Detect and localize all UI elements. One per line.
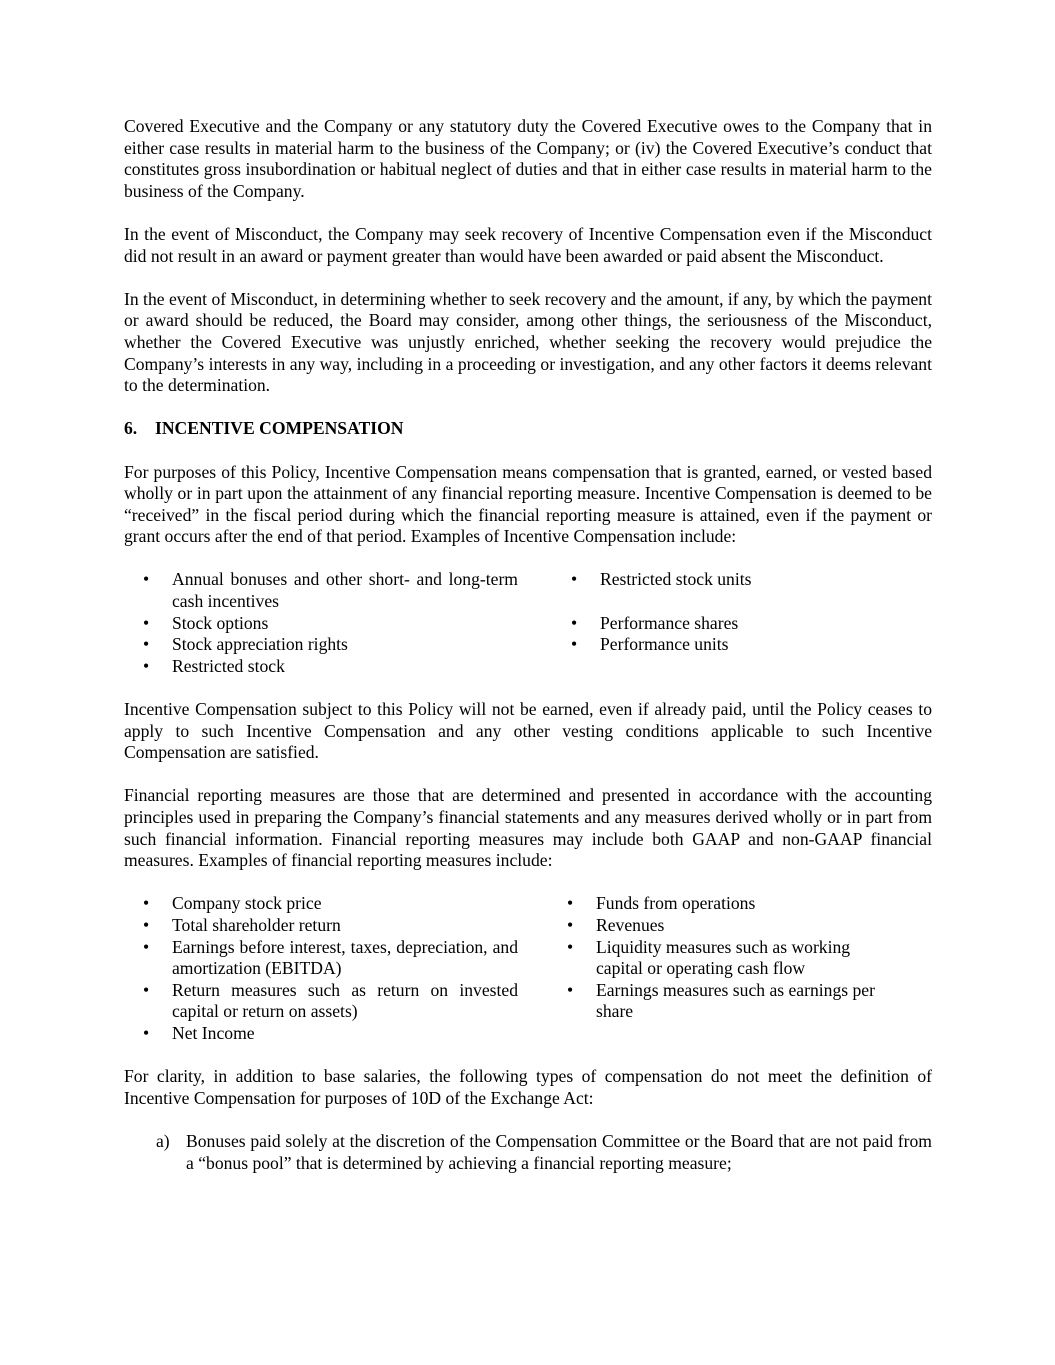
- bullet-icon: •: [571, 612, 578, 633]
- bullet-icon: •: [143, 655, 150, 676]
- document-page: [124, 116, 932, 1174]
- section-title: INCENTIVE COMPENSATION: [155, 418, 404, 439]
- paragraph-misconduct-factors: In the event of Misconduct, in determining whether to seek recovery and the amount, if any, by which the payment or award should be reduced, the Board may consider, among other things, the seriousness of the Misconduct, whether the Covered Executive was unjustly enriched, whether seeking the recovery would prejudice the Company’s interests in any way, including in a proceeding or investigation, and any other factors it deems relevant to the determination.: [124, 288, 932, 396]
- list-item: • Performance units: [571, 634, 729, 655]
- paragraph-incentive-earning: Incentive Compensation subject to this Policy will not be earned, even if already paid, until the Policy ceases to apply to such Incentive Compensation and any other vesting conditions applicable to such Incentive Compensation are satisfied.: [124, 699, 932, 763]
- paragraph-exclusions-intro: For clarity, in addition to base salaries, the following types of compensation do not meet the definition of Incentive Compensation for purposes of 10D of the Exchange Act:: [124, 1066, 932, 1108]
- measure-examples-right-column: [548, 893, 932, 1044]
- paragraph-misconduct-definition-end: Covered Executive and the Company or any statutory duty the Covered Executive owes to the Company that in either case results in material harm to the business of the Company; or (iv) the Covered Executive’s conduct that constitutes gross insubordination or habitual neglect of duties and that in either case results in material harm to the business of the Company.: [124, 116, 932, 201]
- list-item: • Restricted stock: [143, 655, 285, 676]
- incentive-examples-list: [124, 569, 932, 677]
- list-item: • Stock appreciation rights: [143, 634, 348, 655]
- incentive-examples-left-column: [124, 569, 518, 677]
- list-item: • Annual bonuses and other short- and long-term cash incentives: [143, 569, 518, 612]
- bullet-icon: •: [143, 634, 150, 655]
- list-item: • Return measures such as return on invested capital or return on assets): [143, 979, 518, 1022]
- bullet-icon: •: [571, 634, 578, 655]
- bullet-icon: •: [567, 936, 574, 957]
- list-item: • Earnings before interest, taxes, depreciation, and amortization (EBITDA): [143, 936, 518, 979]
- measure-examples-left-column: [124, 893, 518, 1044]
- list-item: • Company stock price: [143, 893, 322, 914]
- paragraph-incentive-definition: For purposes of this Policy, Incentive Compensation means compensation that is granted, earned, or vested based wholly or in part upon the attainment of any financial reporting measure. Incentive Compensation is deemed to be “received” in the fiscal period during which the financial reporting measure is attained, even if the payment or grant occurs after the end of that period. Examples of Incentive Compensation include:: [124, 461, 932, 547]
- paragraph-financial-measures: Financial reporting measures are those that are determined and presented in accordance with the accounting principles used in preparing the Company’s financial statements and any measures derived wholly or in part from such financial information. Financial reporting measures may include both GAAP and non-GAAP financial measures. Examples of financial reporting measures include:: [124, 785, 932, 871]
- bullet-icon: •: [143, 936, 150, 957]
- list-item: • Restricted stock units: [571, 569, 752, 590]
- measure-examples-list: [124, 893, 932, 1044]
- exclusion-text: Bonuses paid solely at the discretion of the Compensation Committee or the Board that are not paid from a “bonus pool” that is determined by achieving a financial reporting measure;: [186, 1130, 932, 1173]
- list-item: • Funds from operations: [567, 893, 756, 914]
- list-item: • Earnings measures such as earnings per share: [567, 979, 875, 1022]
- bullet-icon: •: [143, 1022, 150, 1043]
- section-number: 6.: [124, 418, 138, 439]
- exclusion-item-a: [124, 1131, 932, 1174]
- list-item: • Liquidity measures such as working capital or operating cash flow: [567, 936, 851, 979]
- list-item: • Revenues: [567, 914, 665, 935]
- bullet-icon: •: [567, 914, 574, 935]
- list-item: • Total shareholder return: [143, 914, 341, 935]
- bullet-icon: •: [571, 569, 578, 590]
- incentive-examples-right-column: [552, 569, 932, 677]
- list-item: • Stock options: [143, 612, 269, 633]
- list-item: • Performance shares: [571, 612, 739, 633]
- exclusion-label: a): [156, 1130, 170, 1151]
- bullet-icon: •: [143, 569, 150, 590]
- list-spacer: [552, 591, 932, 613]
- bullet-icon: •: [143, 893, 150, 914]
- bullet-icon: •: [143, 979, 150, 1000]
- bullet-icon: •: [143, 914, 150, 935]
- list-item: • Net Income: [143, 1022, 255, 1043]
- paragraph-misconduct-recovery: In the event of Misconduct, the Company may seek recovery of Incentive Compensation even if the Misconduct did not result in an award or payment greater than would have been awarded or paid absent the Misconduct.: [124, 223, 932, 266]
- section-heading: [124, 418, 932, 440]
- bullet-icon: •: [567, 979, 574, 1000]
- bullet-icon: •: [143, 612, 150, 633]
- bullet-icon: •: [567, 893, 574, 914]
